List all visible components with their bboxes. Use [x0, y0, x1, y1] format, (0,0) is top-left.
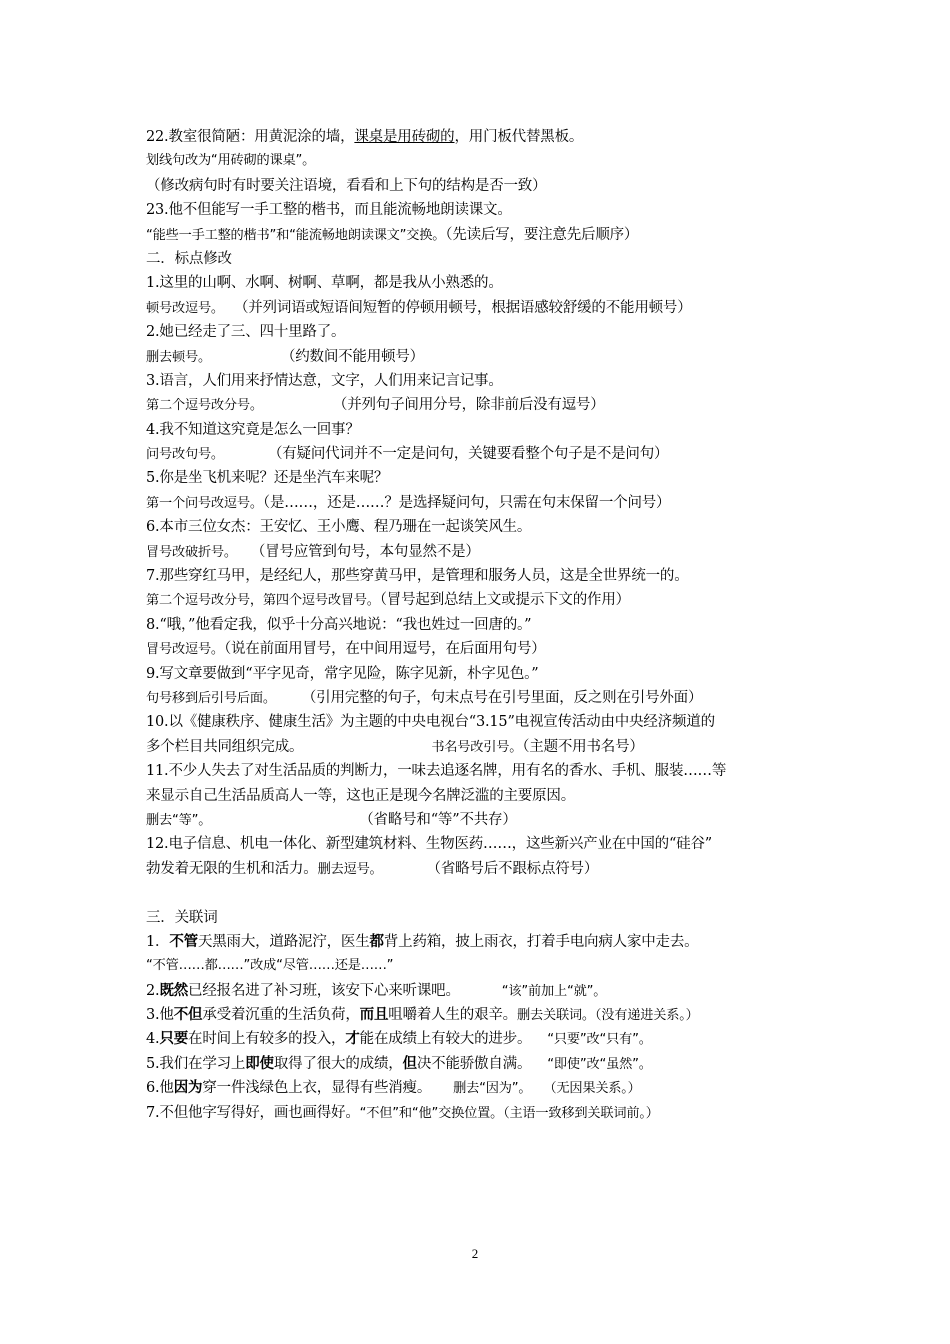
- note: （是……，还是……？是选择疑问句，只需在句末保留一个问号）: [262, 494, 671, 511]
- conj-question-7: [146, 1101, 826, 1125]
- answer: 第二个逗号改分号。: [146, 398, 263, 414]
- text: 6.他: [146, 1080, 174, 1097]
- sentence-22: [146, 125, 826, 149]
- text: 4.: [146, 1031, 160, 1048]
- answer: 句号移到后引号后面。: [146, 690, 276, 706]
- sentence-23: 23.他不但能写一手工整的楷书，而且能流畅地朗读课文。: [146, 202, 512, 219]
- conj-question-3: [146, 1003, 826, 1027]
- punct-question-9: 9.写文章要做到“平字见奇，常字见险，陈字见新，朴字见色。”: [146, 665, 539, 682]
- text: 在时间上有较多的投入，: [188, 1031, 346, 1048]
- bold-conjunction: 不管: [169, 932, 198, 950]
- text: 7.不但他字写得好，画也画得好。: [146, 1104, 360, 1121]
- punct-question-6: 6.本市三位女杰：王安忆、王小鹰、程乃珊在一起谈笑风生。: [146, 519, 532, 536]
- text: 穿一件浅绿色上衣，显得有些消瘦。: [202, 1080, 432, 1097]
- document-body: [146, 125, 826, 1125]
- note: （说在前面用冒号，在中间用逗号，在后面用句号）: [223, 641, 546, 658]
- note: （有疑问代词并不一定是问句，关键要看整个句子是不是问句）: [267, 446, 669, 463]
- bold-conjunction: 而且: [359, 1006, 389, 1024]
- answer: 删去关联词。（没有递进关系。）: [516, 1008, 699, 1024]
- punct-question-11-line-1: 11.不少人失去了对生活品质的判断力，一味去追逐名牌，用有名的香水、手机、服装……等: [146, 763, 727, 780]
- punct-answer-11: [146, 808, 826, 832]
- bold-conjunction: 但: [402, 1054, 417, 1072]
- bold-conjunction: 不但: [173, 1006, 203, 1024]
- punct-question-5: 5.你是坐飞机来呢？还是坐汽车来呢？: [146, 470, 389, 487]
- punct-answer-6: [146, 540, 826, 564]
- punct-answer-9: [146, 686, 826, 710]
- conj-question-2: [146, 979, 826, 1003]
- note-22: （修改病句时有时要关注语境，看看和上下句的结构是否一致）: [146, 177, 547, 194]
- note: （省略号后不跟标点符号）: [426, 860, 599, 877]
- text: 多个栏目共同组织完成。: [146, 738, 304, 755]
- section-title-punctuation: 二．标点修改: [146, 250, 232, 267]
- conj-question-1: [146, 930, 826, 954]
- text: 取得了很大的成绩，: [273, 1055, 403, 1072]
- answer: 冒号改逗号。: [146, 642, 224, 658]
- note: （引用完整的句子，句末点号在引号里面，反之则在引号外面）: [301, 689, 703, 706]
- answer: “能些一手工整的楷书”和“能流畅地朗读课文”交换。: [146, 227, 446, 243]
- answer: 第二个逗号改分号，第四个逗号改冒号。: [146, 593, 380, 609]
- answer: “即使”改“虽然”。: [547, 1056, 652, 1072]
- punct-question-3: 3.语言，人们用来抒情达意，文字，人们用来记言记事。: [146, 372, 503, 389]
- answer: 删去“因为”。: [453, 1081, 532, 1097]
- bold-conjunction: 既然: [159, 981, 189, 999]
- text: 已经报名进了补习班，该安下心来听课吧。: [188, 982, 460, 999]
- conj-answer-1: “不管……都……”改成“尽管……还是……”: [146, 958, 394, 974]
- answer: “只要”改“只有”。: [547, 1032, 652, 1048]
- answer: 删去顿号。: [146, 349, 211, 365]
- conj-question-6: [146, 1076, 826, 1100]
- text: 1．: [146, 933, 170, 950]
- answer-22: 划线句改为“用砖砌的课桌”。: [146, 153, 316, 169]
- text: 承受着沉重的生活负荷，: [202, 1007, 360, 1024]
- answer: “不但”和“他”交换位置。（主语一致移到关联词前。）: [359, 1105, 659, 1121]
- item-number: 22.: [146, 129, 169, 145]
- text: 天黑雨大，道路泥泞，医生: [197, 933, 370, 950]
- punct-question-10-line-1: 10.以《健康秩序、健康生活》为主题的中央电视台“3.15”电视宣传活动由中央经济频道的: [146, 714, 715, 731]
- bold-conjunction: 只要: [159, 1030, 189, 1048]
- punct-question-12-line-2: [146, 857, 826, 881]
- punct-question-8: 8.“哦，”他看定我，似乎十分高兴地说：“我也姓过一回唐的。”: [146, 616, 532, 633]
- text: 教室很简陋：用黄泥涂的墙，: [168, 129, 355, 145]
- bold-conjunction: 因为: [173, 1079, 203, 1097]
- answer: 冒号改破折号。: [146, 544, 237, 560]
- punct-answer-8: [146, 637, 826, 661]
- page-number: 2: [471, 1246, 479, 1261]
- answer-23: [146, 223, 826, 247]
- bold-conjunction: 都: [369, 932, 384, 950]
- punct-question-7: 7.那些穿红马甲，是经纪人，那些穿黄马甲，是管理和服务人员，这是全世界统一的。: [146, 568, 689, 585]
- note: （先读后写，要注意先后顺序）: [445, 226, 639, 243]
- punct-answer-3: [146, 393, 826, 417]
- note: （主题不用书名号）: [522, 738, 644, 755]
- blank-line: [146, 881, 826, 905]
- punct-answer-2: [146, 345, 826, 369]
- punct-question-1: 1.这里的山啊、水啊、树啊、草啊，都是我从小熟悉的。: [146, 275, 503, 292]
- text: 背上药箱，披上雨衣，打着手电向病人家中走去。: [383, 933, 699, 950]
- punct-question-10-line-2: [146, 735, 826, 759]
- punct-answer-5: [146, 491, 826, 515]
- answer: 顿号改逗号。: [146, 300, 224, 316]
- punct-answer-7: [146, 588, 826, 612]
- answer: “该”前加上“就”。: [501, 983, 607, 999]
- text: 勃发着无限的生机和活力。: [146, 860, 318, 877]
- underlined-phrase: 课桌是用砖砌的: [354, 129, 455, 145]
- punct-question-12-line-1: 12.电子信息、机电一体化、新型建筑材料、生物医药……，这些新兴产业在中国的“硅谷”: [146, 836, 712, 853]
- punct-question-11-line-2: 来显示自己生活品质高人一等，这也正是现今名牌泛滥的主要原因。: [146, 787, 575, 804]
- answer: 问号改句号。: [146, 447, 224, 463]
- answer: 第一个问号改逗号。: [146, 495, 263, 511]
- text: 2.: [146, 982, 160, 999]
- punct-question-4: 4.我不知道这究竟是怎么一回事？: [146, 421, 360, 438]
- punct-answer-4: [146, 442, 826, 466]
- note: （无因果关系。）: [543, 1081, 641, 1097]
- note: （约数间不能用顿号）: [280, 348, 424, 365]
- note: （省略号和“等”不共存）: [359, 811, 517, 828]
- bold-conjunction: 才: [345, 1030, 360, 1048]
- bold-conjunction: 即使: [245, 1054, 274, 1072]
- punct-answer-1: [146, 296, 826, 320]
- answer: 书名号改引号。: [431, 739, 523, 755]
- text: 决不能骄傲自满。: [416, 1055, 532, 1072]
- text: 能在成绩上有较大的进步。: [359, 1031, 532, 1048]
- punct-question-2: 2.她已经走了三、四十里路了。: [146, 324, 346, 341]
- text: 5.我们在学习上: [146, 1055, 246, 1072]
- conj-question-5: [146, 1052, 826, 1076]
- conj-question-4: [146, 1027, 826, 1051]
- answer: 删去逗号。: [317, 861, 383, 877]
- answer: 删去“等”。: [146, 812, 212, 828]
- section-title-conjunctions: 三．关联词: [146, 909, 218, 926]
- note: （冒号起到总结上文或提示下文的作用）: [379, 592, 630, 609]
- note: （并列词语或短语间短暂的停顿用顿号，根据语感较舒缓的不能用顿号）: [233, 299, 692, 316]
- text: 3.他: [146, 1007, 174, 1024]
- note: （冒号应管到句号，本句显然不是）: [250, 543, 480, 560]
- note: （并列句子间用分号，除非前后没有逗号）: [332, 397, 605, 414]
- text: ，用门板代替黑板。: [454, 129, 584, 145]
- text: 咀嚼着人生的艰辛。: [388, 1007, 517, 1024]
